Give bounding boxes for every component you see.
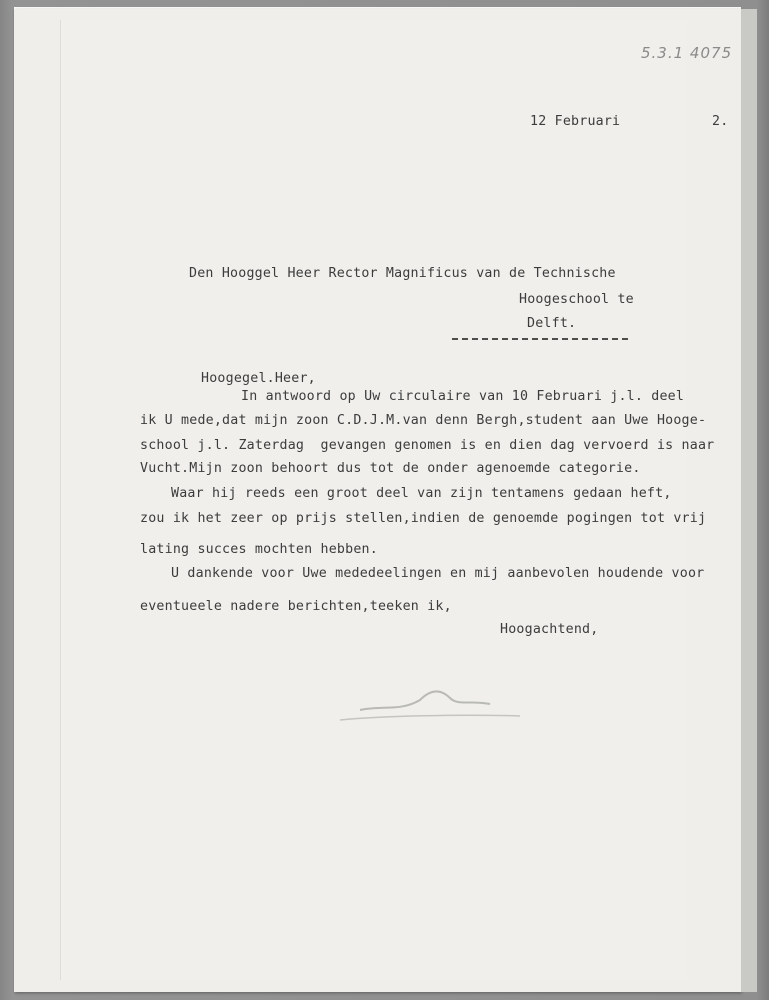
page-number: 2. bbox=[712, 114, 729, 129]
addressee-line-1: Den Hooggel Heer Rector Magnificus van de Technische bbox=[189, 266, 616, 281]
salutation: Hoogegel.Heer, bbox=[201, 371, 316, 386]
signature-mark bbox=[340, 670, 530, 730]
body-line: zou ik het zeer op prijs stellen,indien de genoemde pogingen tot vrij bbox=[140, 511, 707, 526]
body-line: ik U mede,dat mijn zoon C.D.J.M.van denn Bergh,student aan Uwe Hooge- bbox=[140, 413, 707, 428]
body-line: school j.l. Zaterdag gevangen genomen is en dien dag vervoerd is naar bbox=[140, 438, 715, 453]
letter-date: 12 Februari bbox=[530, 114, 621, 129]
addressee-underline bbox=[452, 338, 628, 340]
body-line: Vucht.Mijn zoon behoort dus tot de onder agenoemde categorie. bbox=[140, 461, 641, 476]
archive-number: 5.3.1 4075 bbox=[641, 44, 733, 62]
body-line: eventueele nadere berichten,teeken ik, bbox=[140, 599, 452, 614]
body-line: lating succes mochten hebben. bbox=[140, 542, 378, 557]
closing: Hoogachtend, bbox=[500, 622, 599, 637]
body-line: In antwoord op Uw circulaire van 10 Februari j.l. deel bbox=[241, 389, 685, 404]
addressee-line-2: Hoogeschool te bbox=[519, 292, 634, 307]
body-line: U dankende voor Uwe mededeelingen en mij aanbevolen houdende voor bbox=[171, 566, 705, 581]
page-edge-strip bbox=[741, 9, 757, 992]
body-line: Waar hij reeds een groot deel van zijn tentamens gedaan heft, bbox=[171, 486, 672, 501]
addressee-line-3: Delft. bbox=[527, 316, 577, 331]
